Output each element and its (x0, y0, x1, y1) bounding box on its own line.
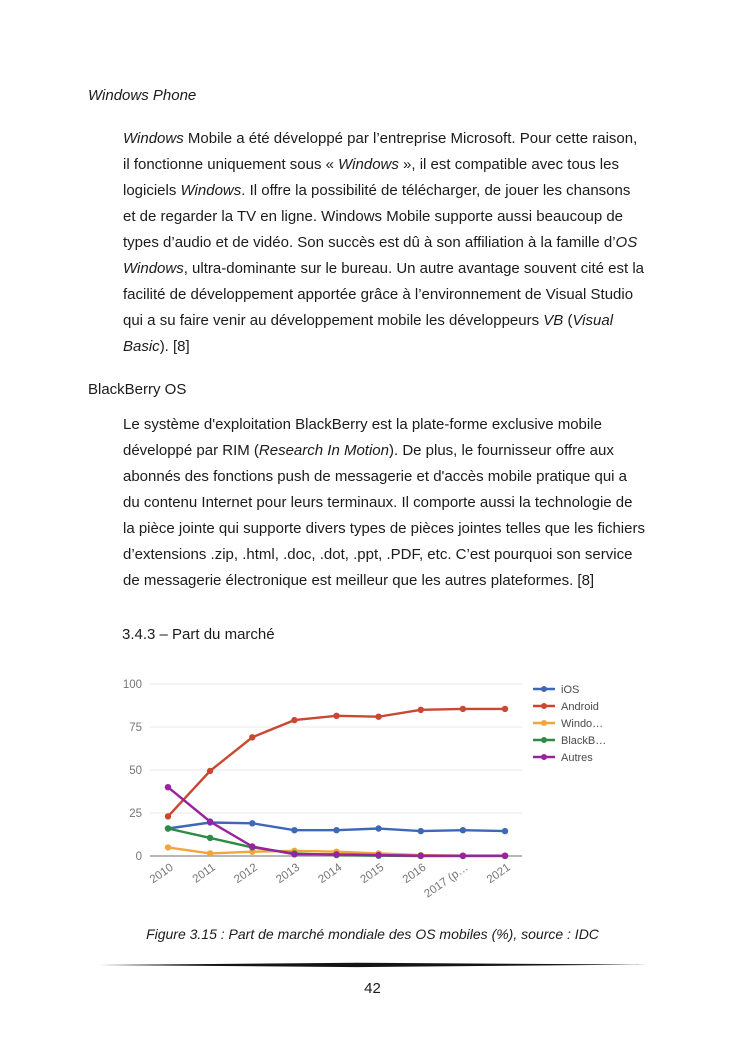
paragraph-line (123, 178, 644, 204)
text-segment: Windows (180, 182, 242, 199)
legend-item (533, 701, 599, 713)
y-tick-label: 50 (129, 765, 142, 777)
data-point (375, 825, 381, 831)
legend-label: iOS (561, 684, 580, 696)
y-tick-label: 0 (135, 851, 142, 863)
text-segment: VB (543, 312, 564, 329)
data-point (165, 844, 171, 850)
data-point (207, 850, 213, 856)
data-point (249, 820, 255, 826)
x-tick-label: 2011 (190, 861, 218, 886)
heading-windows-phone: Windows Phone (88, 87, 197, 104)
y-tick-label: 75 (129, 722, 142, 734)
paragraph-line (123, 256, 644, 282)
heading-blackberry-os: BlackBerry OS (88, 381, 187, 398)
text-segment: de messagerie électronique est meilleur que les autres plateformes. [8] (123, 572, 595, 589)
y-tick-label: 25 (129, 808, 142, 820)
data-point (418, 828, 424, 834)
text-segment: du contenu Internet pour leurs terminaux. Il comporte aussi la technologie de (123, 494, 633, 511)
page-number: 42 (364, 980, 381, 997)
data-point (165, 825, 171, 831)
text-segment: Research In Motion (258, 442, 389, 459)
text-segment: d’extensions .zip, .html, .doc, .dot, .ppt, .PDF, etc. C’est pourquoi son service (123, 546, 633, 563)
paragraph-line (123, 542, 645, 568)
paragraph-line (123, 282, 644, 308)
data-point (165, 784, 171, 790)
text-segment: OS (615, 234, 638, 251)
paragraph-line (123, 204, 644, 230)
data-point (502, 706, 508, 712)
text-segment: », il est compatible avec tous les (398, 156, 619, 173)
text-segment: ). De plus, le fournisseur offre aux (388, 442, 614, 459)
data-point (333, 713, 339, 719)
text-segment: Le système d'exploitation BlackBerry est la plate-forme exclusive mobile (123, 416, 602, 433)
data-point (333, 851, 339, 857)
legend-item (533, 718, 603, 730)
text-segment: il fonctionne uniquement sous « (123, 156, 339, 173)
legend-item (533, 752, 593, 764)
text-segment: Windows (338, 156, 399, 173)
data-point (502, 853, 508, 859)
paragraph-line (123, 230, 644, 256)
data-point (460, 706, 466, 712)
legend-label: Windo… (561, 718, 604, 730)
text-segment: développé par RIM ( (123, 442, 259, 459)
paragraph-line (123, 438, 645, 464)
data-point (418, 707, 424, 713)
text-segment: et de regarder la TV en ligne. Windows Mobile supporte aussi beaucoup de (123, 208, 624, 225)
paragraph-line (123, 516, 645, 542)
text-segment: ). [8] (159, 338, 190, 355)
legend-label: BlackB… (561, 735, 607, 747)
figure-caption: Figure 3.15 : Part de marché mondiale des OS mobiles (%), source : IDC (146, 926, 599, 942)
text-segment: ( (563, 312, 573, 329)
data-point (249, 843, 255, 849)
data-point (207, 835, 213, 841)
legend-item (533, 684, 579, 696)
legend-label: Autres (561, 752, 593, 764)
data-point (333, 827, 339, 833)
x-tick-label: 2021 (484, 861, 513, 887)
x-tick-label: 2014 (316, 861, 345, 887)
x-tick-label: 2015 (358, 861, 387, 887)
text-segment: logiciels (123, 182, 181, 199)
chart-svg (115, 658, 650, 908)
paragraph-line (123, 464, 645, 490)
x-tick-label: 2010 (147, 861, 176, 887)
legend-label: Android (561, 701, 599, 713)
data-point (375, 852, 381, 858)
y-tick-label: 100 (122, 679, 142, 691)
text-segment: . Il offre la possibilité de télécharger, de jouer les chansons (241, 182, 631, 199)
footer-divider (99, 962, 646, 969)
paragraph-line (123, 152, 644, 178)
text-segment: types d’audio et de vidéo. Son succès est dû à son affiliation à la famille d’ (123, 234, 616, 251)
text-segment: la pièce jointe qui supporte divers types de pièces jointes telles que les fichiers (123, 520, 645, 537)
legend-item (533, 735, 606, 747)
data-point (207, 818, 213, 824)
data-point (207, 768, 213, 774)
data-point (165, 813, 171, 819)
text-segment: Visual (572, 312, 614, 329)
data-point (291, 717, 297, 723)
paragraph-windows-mobile (123, 126, 644, 360)
text-segment: qui a su faire venir au développement mobile les développeurs (123, 312, 544, 329)
paragraph-line (123, 490, 645, 516)
text-segment: facilité de développement apportée grâce à l’environnement de Visual Studio (123, 286, 634, 303)
text-segment: abonnés des fonctions push de messagerie et d'accès mobile pratique qui a (123, 468, 628, 485)
data-point (249, 734, 255, 740)
data-point (502, 828, 508, 834)
paragraph-blackberry (123, 412, 645, 594)
text-segment: Windows (123, 130, 184, 147)
x-tick-label: 2016 (400, 861, 429, 887)
data-point (460, 853, 466, 859)
paragraph-line (123, 412, 645, 438)
section-heading-part-du-marche: 3.4.3 – Part du marché (122, 626, 275, 643)
x-tick-label: 2013 (274, 861, 303, 887)
text-segment: Windows (123, 260, 184, 277)
data-point (291, 851, 297, 857)
x-tick-label: 2017 (p… (422, 861, 471, 901)
text-segment: Basic (123, 338, 160, 355)
paragraph-line (123, 308, 644, 334)
data-point (375, 714, 381, 720)
text-segment: Mobile a été développé par l’entreprise Microsoft. Pour cette raison, (183, 130, 638, 147)
data-point (418, 853, 424, 859)
text-segment: , ultra-dominante sur le bureau. Un autre avantage souvent cité est la (183, 260, 644, 277)
series-android (165, 706, 508, 820)
series-ios (165, 819, 508, 834)
data-point (291, 827, 297, 833)
chart (115, 658, 650, 908)
paragraph-line (123, 568, 645, 594)
paragraph-line (123, 126, 644, 152)
paragraph-line (123, 334, 644, 360)
data-point (460, 827, 466, 833)
x-tick-label: 2012 (232, 861, 261, 887)
